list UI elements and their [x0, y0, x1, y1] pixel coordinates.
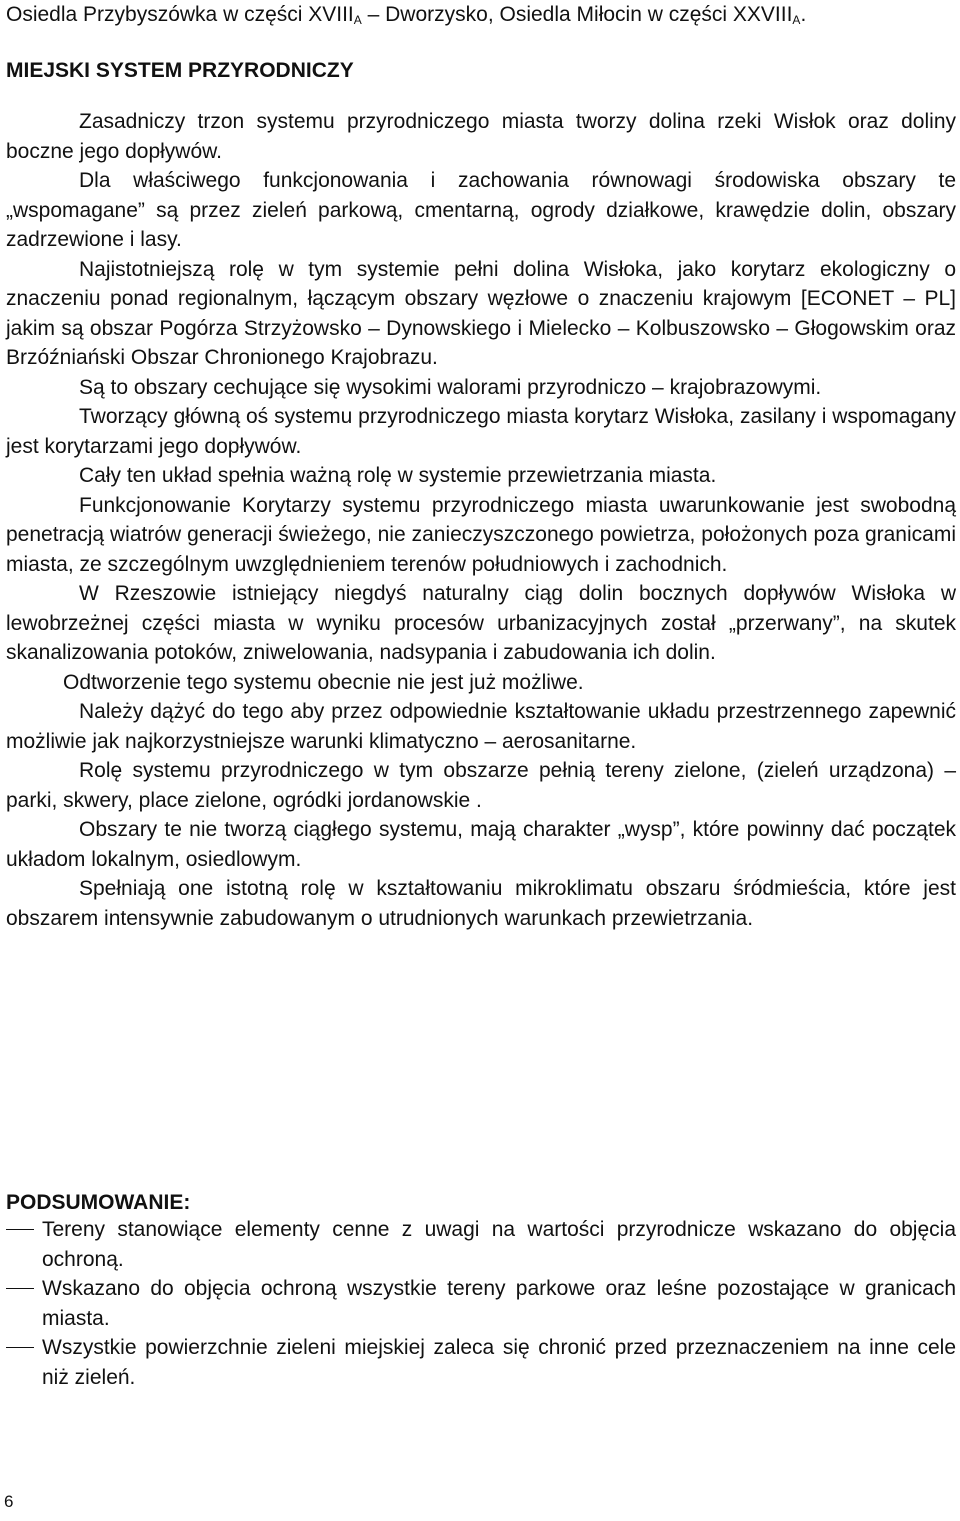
page-number: 6 — [4, 1492, 14, 1511]
intro-subscript-1: A — [353, 13, 362, 27]
dash-bullet-icon — [6, 1229, 34, 1230]
summary-item-text: Tereny stanowiące elementy cenne z uwagi na wartości przyrodnicze wskazano do objęcia ochroną. — [42, 1218, 956, 1271]
document-page — [6, 0, 956, 933]
intro-text-part2: – Dworzysko, Osiedla Miłocin w części XXVIII — [361, 3, 793, 26]
dash-bullet-icon — [6, 1347, 34, 1348]
intro-subscript-2: A — [792, 13, 801, 27]
summary-item — [6, 1333, 956, 1392]
intro-text-part3: . — [800, 3, 807, 26]
paragraph-4: Są to obszary cechujące się wysokimi walorami przyrodniczo – krajobrazowymi. — [79, 375, 822, 399]
summary-item — [6, 1215, 956, 1274]
summary-item — [6, 1274, 956, 1333]
paragraph-13: Spełniają one istotną rolę w kształtowaniu mikroklimatu obszaru śródmieścia, które jest obszarem intensywnie zabudowanym o utrudnionych warunkach przewietrzania. — [6, 877, 956, 930]
summary-item-text: Wszystkie powierzchnie zieleni miejskiej zaleca się chronić przed przeznaczeniem na inne cele niż zieleń. — [42, 1336, 956, 1389]
paragraph-5: Tworzący główną oś systemu przyrodniczego miasta korytarz Wisłoka, zasilany i wspomagany jest korytarzami jego dopływów. — [6, 405, 956, 458]
summary-title: PODSUMOWANIE: — [6, 1191, 191, 1214]
paragraph-6: Cały ten układ spełnia ważną rolę w systemie przewietrzania miasta. — [79, 464, 717, 487]
paragraph-3: Najistotniejszą rolę w tym systemie pełni dolina Wisłoka, jako korytarz ekologiczny o znaczeniu ponad regionalnym, łączącym obszary węzłowe o znaczeniu krajowym [ECONET – PL] jakim są obszar Pogórza Strzyżowsko – Dynowskiego i Mielecko – Kolbuszowsko – Głogowskim oraz Brzóźniański Obszar Chronionego Krajobrazu. — [6, 257, 956, 369]
intro-text-part1: Osiedla Przybyszówka w części XVIII — [6, 3, 354, 26]
paragraph-8: W Rzeszowie istniejący niegdyś naturalny ciąg dolin bocznych dopływów Wisłoka w lewobrzeżnej części miasta w wyniku procesów urbanizacyjnych został „przerwany”, na skutek skanalizowania potoków, zniwelowania, nadsypania i zabudowania ich dolin. — [6, 582, 956, 664]
paragraph-9: Odtworzenie tego systemu obecnie nie jest już możliwe. — [63, 670, 584, 694]
dash-bullet-icon — [6, 1288, 34, 1289]
summary-item-text: Wskazano do objęcia ochroną wszystkie tereny parkowe oraz leśne pozostające w granicach miasta. — [42, 1277, 956, 1330]
paragraph-12: Obszary te nie tworzą ciągłego systemu, mają charakter „wysp”, które powinny dać początek układom lokalnym, osiedlowym. — [6, 818, 956, 871]
intro-lines — [6, 0, 956, 30]
paragraph-11: Rolę systemu przyrodniczego w tym obszarze pełnią tereny zielone, (zieleń urządzona) – parki, skwery, place zielone, ogródki jordanowskie . — [6, 759, 956, 812]
paragraph-1: Zasadniczy trzon systemu przyrodniczego miasta tworzy dolina rzeki Wisłok oraz doliny boczne jego dopływów. — [6, 110, 956, 163]
section-title: MIEJSKI SYSTEM PRZYRODNICZY — [6, 58, 354, 82]
paragraph-7: Funkcjonowanie Korytarzy systemu przyrodniczego miasta uwarunkowanie jest swobodną penetracją wiatrów generacji świeżego, nie zanieczyszczonego powietrza, położonych poza granicami miasta, ze szczególnym uwzględnieniem terenów południowych i zachodnich. — [6, 493, 956, 576]
summary-list — [6, 1215, 956, 1392]
paragraph-10: Należy dążyć do tego aby przez odpowiednie kształtowanie układu przestrzennego zapewnić możliwie jak najkorzystniejsze warunki klimatyczno – aerosanitarne. — [6, 700, 956, 753]
paragraph-2: Dla właściwego funkcjonowania i zachowania równowagi środowiska obszary te „wspomagane” są przez zieleń parkową, cmentarną, ogrody działkowe, krawędzie dolin, obszary zadrzewione i lasy. — [6, 169, 956, 251]
